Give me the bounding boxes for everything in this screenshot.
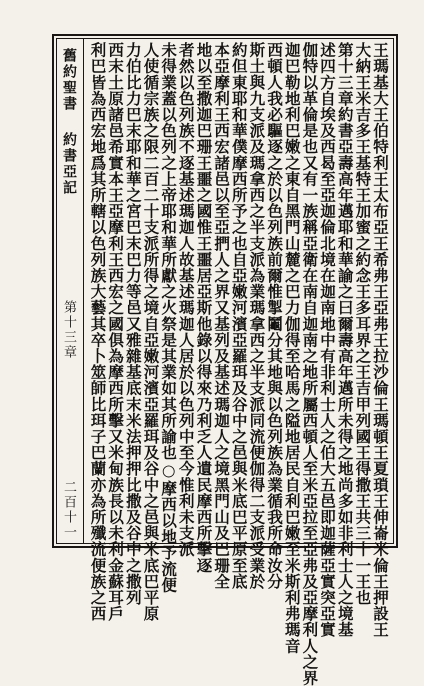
page-number: 二百十一 [61, 480, 76, 540]
text-column: 述四方自埃及西曷至亞迦倫北境在迦南地中有非利士人之伯大五邑即迦薩亞實突亞實 [318, 42, 338, 638]
text-column: 伽特以革倫是也又有一族稱亞衛在南自迦南之地所屬西頓人至米亞拉至亞弗及亞摩利人之界 [300, 42, 320, 686]
text-column: 斯土與九支派及瑪拿西之半支派為業瑪拿西之半支派同流便伽得二支派受業於 [247, 42, 267, 590]
text-column: 未得業蓋以色列之上帝耶和華所獻之火祭是其業如其所諭也○摩西以地予流便 [159, 42, 179, 593]
text-column: 西頓人我必驅逐之於以色列族前爾惟掣鬮分其地與以色列族為業循我所命汝分 [265, 42, 285, 590]
running-header-book: 約書亞記 [61, 132, 77, 196]
text-column: 利巴皆為西宏地爲其所轄以色列族大藝其卒卜筮師比珥子巴蘭亦為所殲流便族之西 [88, 42, 108, 622]
text-column: 西末土原諸邑希實本王亞摩利王西宏之國俱為摩西所擊又米甸族長以未利金蘇耳戶 [106, 42, 126, 622]
text-column: 大納王米吉多王基特王加蜜之約念王多耳界之王吉甲列國王得撒王共三十一王也 [353, 42, 373, 606]
text-column: 約但東耶和華僕摩西所予之也自亞嫩河濱亞羅珥及谷中之邑與米底巴平原至底 [229, 42, 249, 590]
header-divider [83, 38, 84, 544]
text-column: 第十三章約書亞壽高年邁耶和華諭之曰爾壽高年邁所未得之地尚多如非利士人之境基 [335, 42, 355, 638]
text-column: 地以至撒迦巴珊王噩之國惟王噩居亞斯他錄以得來乃利乏人遺民摩西所擊逐 [194, 42, 214, 574]
text-column: 迦巴勒地利巴嫩之東自黑門山麓之巴力伽得至哈馬之隘地居民自利巴嫩至米斯利弗瑪音 [282, 42, 302, 654]
text-column: 人使循宗族之限二百二十支派所得之境自亞嫩河濱亞羅珥及谷中之邑與米底巴平原 [141, 42, 161, 622]
running-header-title: 舊約聖書 [61, 48, 77, 112]
running-header-chapter: 第十三章 [61, 300, 76, 360]
text-column: 王瑪基大王伯特利王太布亞王希弗王亞弗王拉沙倫王瑪頓王夏瑣王伸崙米倫王押設王 [371, 42, 390, 638]
text-column: 本亞摩利王西宏諸邑以至亞捫人之界又基列及基述瑪迦人之境黑門山及巴珊全 [212, 42, 232, 590]
body-text [86, 40, 392, 686]
text-column: 者然以色列族不逐基述瑪迦人故基述瑪迦人居於以色列中至今惟利未支派 [176, 42, 196, 558]
text-column: 力伯比力巴末耶和華之宮巴末巴力等邑又雅雜基底末米法押押比撒及谷中之撒列 [123, 42, 143, 606]
